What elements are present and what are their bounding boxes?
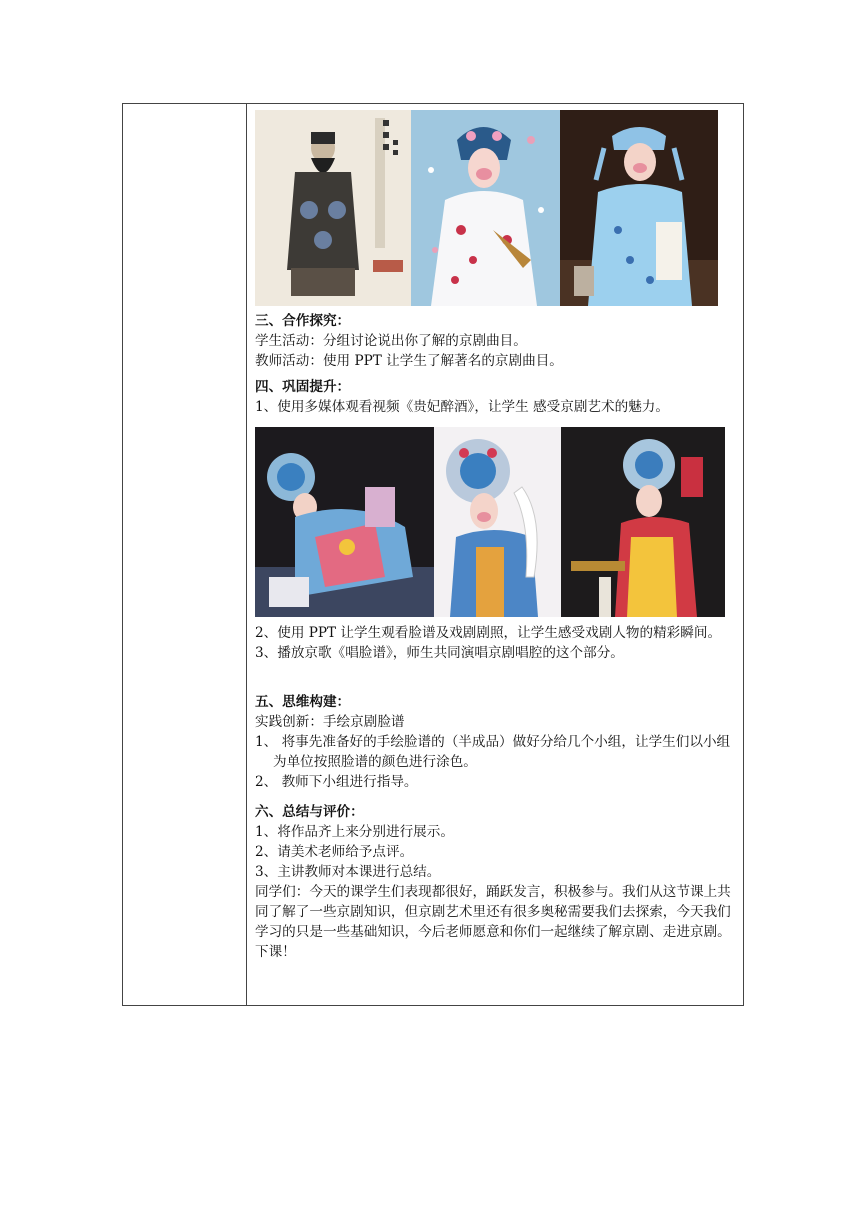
section-3 <box>255 311 739 371</box>
section-5-heading: 五、思维构建： <box>255 694 351 710</box>
opera-female-photo <box>411 110 560 306</box>
section-6-item-3: 3、主讲教师对本课进行总结。 <box>255 864 441 880</box>
content-cell <box>247 104 743 1005</box>
section-6-heading: 六、总结与评价： <box>255 804 364 820</box>
opera-painting-photo <box>255 110 411 306</box>
section-4 <box>255 377 739 417</box>
opera-scholar-photo <box>560 110 718 306</box>
section-4-item-2: 2、使用 PPT 让学生观看脸谱及戏剧剧照，让学生感受戏剧人物的精彩瞬间。 <box>255 625 722 641</box>
section-4-heading: 四、巩固提升： <box>255 379 351 395</box>
section-3-heading: 三、合作探究： <box>255 313 351 329</box>
section-6 <box>255 802 739 962</box>
teacher-activity: 教师活动：使用 PPT 让学生了解著名的京剧曲目。 <box>255 353 563 369</box>
section-5 <box>255 692 739 792</box>
section-5-item-2: 2、 教师下小组进行指导。 <box>255 774 418 790</box>
section-6-item-2: 2、请美术老师给予点评。 <box>255 844 414 860</box>
closing-remarks: 同学们：今天的课学生们表现都很好，踊跃发言，积极参与。我们从这节课上共同了解了一些京剧知识，但京剧艺术里还有很多奥秘需要我们去探索，今天我们学习的只是一些基础知识，今后老师愿意和你们一起继续了解京剧、走进京剧。下课！ <box>255 884 731 960</box>
left-empty-cell <box>123 104 247 1005</box>
section-4-item-3: 3、播放京歌《唱脸谱》，师生共同演唱京剧唱腔的这个部分。 <box>255 645 624 661</box>
section-6-item-1: 1、将作品齐上来分别进行展示。 <box>255 824 454 840</box>
guifei-photo-3 <box>561 427 725 617</box>
section-4-continued <box>255 623 739 663</box>
section-5-item-1: 1、 将事先准备好的手绘脸谱的（半成品）做好分给几个小组，让学生们以小组为单位按照脸谱的颜色进行涂色。 <box>255 734 731 770</box>
lesson-table <box>122 103 744 1006</box>
section-5-intro: 实践创新：手绘京剧脸谱 <box>255 714 405 730</box>
guifei-photo-1 <box>255 427 434 617</box>
student-activity: 学生活动：分组讨论说出你了解的京剧曲目。 <box>255 333 527 349</box>
section-4-item-1: 1、使用多媒体观看视频《贵妃醉酒》，让学生 感受京剧艺术的魅力。 <box>255 399 669 415</box>
guifei-photo-2 <box>434 427 561 617</box>
